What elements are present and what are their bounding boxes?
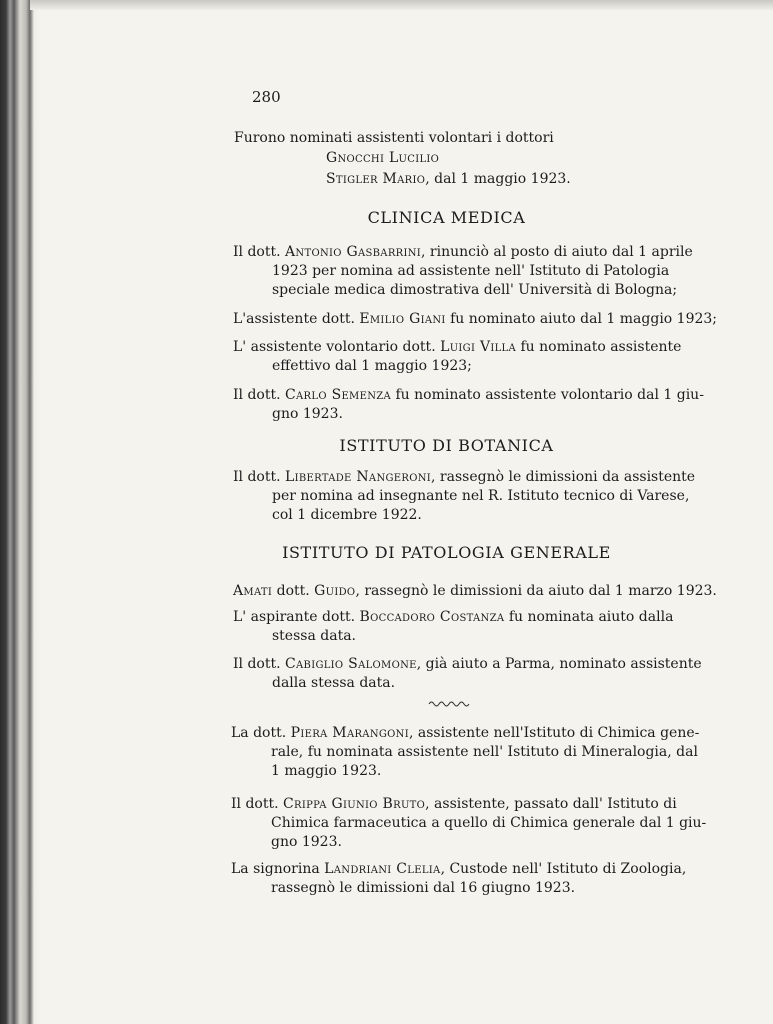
person-name: Cabiglio Salomone (285, 656, 417, 672)
entry-line: gno 1923. (272, 406, 343, 422)
person-name: Amati (233, 583, 273, 599)
ornamental-divider (428, 700, 470, 708)
entry-line: 1 maggio 1923. (271, 763, 382, 779)
entry-line: per nomina ad insegnante nel R. Istituto tecnico di Varese, (272, 488, 690, 504)
entry-line: col 1 dicembre 1922. (272, 507, 422, 523)
entry-line: gno 1923. (271, 834, 342, 850)
entry-line: La dott. Piera Marangoni, assistente nell'Istituto di Chimica gene- (231, 725, 700, 741)
person-name: Guido (314, 583, 356, 599)
entry-line: rassegnò le dimissioni dal 16 giugno 1923. (271, 880, 576, 896)
person-name: Luigi Villa (440, 339, 517, 355)
entry-line: La signorina Landriani Clelia, Custode nell' Istituto di Zoologia, (231, 861, 687, 877)
entry-line: Chimica farmaceutica a quello di Chimica generale dal 1 giu- (271, 815, 707, 831)
entry-line: 1923 per nomina ad assistente nell' Istituto di Patologia (272, 263, 670, 279)
intro-name-2-line: Stigler Mario, dal 1 maggio 1923. (326, 171, 571, 187)
entry-line: Amati dott. Guido, rassegnò le dimissioni da aiuto dal 1 marzo 1923. (233, 583, 717, 599)
person-name: Boccadoro Costanza (359, 609, 505, 625)
section-heading-patologia-generale: ISTITUTO DI PATOLOGIA GENERALE (282, 543, 611, 562)
person-name: Carlo Semenza (285, 387, 392, 403)
entry-line: L' aspirante dott. Boccadoro Costanza fu nominata aiuto dalla (233, 609, 674, 625)
entry-line: speciale medica dimostrativa dell' Università di Bologna; (272, 282, 678, 298)
person-name: Crippa Giunio Bruto (283, 796, 426, 812)
entry-line: stessa data. (272, 628, 356, 644)
entry-line: Il dott. Antonio Gasbarrini, rinunciò al posto di aiuto dal 1 aprile (233, 244, 693, 260)
entry-line: L' assistente volontario dott. Luigi Villa fu nominato assistente (233, 339, 682, 355)
entry-line: Il dott. Libertade Nangeroni, rassegnò le dimissioni da assistente (233, 469, 696, 485)
person-name: Emilio Giani (359, 311, 446, 327)
entry-line: Il dott. Carlo Semenza fu nominato assistente volontario dal 1 giu- (233, 387, 704, 403)
section-heading-clinica-medica: CLINICA MEDICA (367, 208, 526, 227)
entry-line: Il dott. Crippa Giunio Bruto, assistente, passato dall' Istituto di (231, 796, 677, 812)
section-heading-botanica: ISTITUTO DI BOTANICA (339, 436, 554, 455)
intro-name-1: Gnocchi Lucilio (326, 150, 440, 166)
entry-line: rale, fu nominata assistente nell' Istituto di Mineralogia, dal (271, 744, 698, 760)
person-name: Piera Marangoni (290, 725, 409, 741)
entry-line: Il dott. Cabiglio Salomone, già aiuto a Parma, nominato assistente (233, 656, 702, 672)
intro-line: Furono nominati assistenti volontari i dottori (234, 130, 554, 146)
entry-line: effettivo dal 1 maggio 1923; (272, 358, 472, 374)
person-name: Antonio Gasbarrini (285, 244, 422, 260)
person-name: Landriani Clelia (324, 861, 441, 877)
intro-name-2: Stigler Mario (326, 171, 426, 187)
person-name: Libertade Nangeroni (285, 469, 432, 485)
page-number: 280 (252, 88, 281, 106)
entry-line: dalla stessa data. (272, 675, 396, 691)
entry-line: L'assistente dott. Emilio Giani fu nominato aiuto dal 1 maggio 1923; (233, 311, 718, 327)
